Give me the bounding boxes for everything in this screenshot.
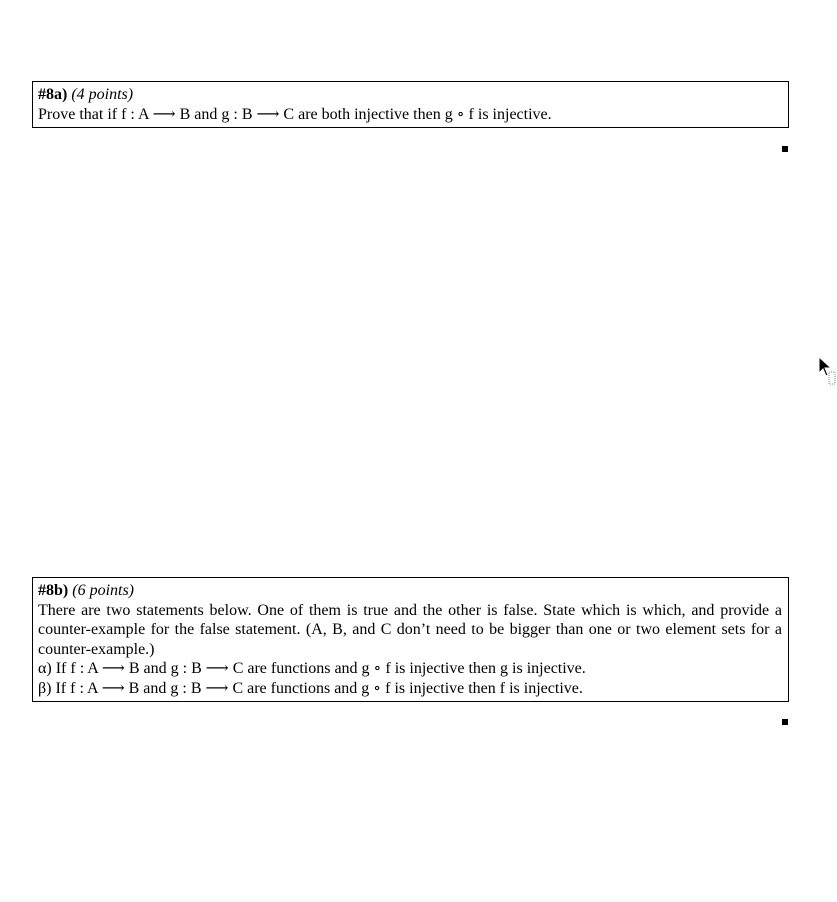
problem-8a-label: #8a) bbox=[38, 86, 68, 103]
qed-square-icon bbox=[782, 719, 788, 725]
problem-8b-header bbox=[38, 581, 782, 601]
problem-8b-alpha: α) If f : A ⟶ B and g : B ⟶ C are functions and g ∘ f is injective then g is injective. bbox=[38, 660, 586, 677]
problem-8a-box bbox=[32, 81, 789, 128]
mouse-cursor-icon bbox=[818, 356, 836, 386]
qed-square-icon bbox=[782, 146, 788, 152]
problem-8b-box bbox=[32, 577, 789, 702]
problem-8a-points: (4 points) bbox=[71, 86, 134, 103]
problem-8a-statement: Prove that if f : A ⟶ B and g : B ⟶ C are both injective then g ∘ f is injective. bbox=[38, 105, 552, 123]
problem-8b-label: #8b) bbox=[38, 582, 69, 599]
problem-8b-points: (6 points) bbox=[72, 582, 135, 599]
problem-8b-beta: β) If f : A ⟶ B and g : B ⟶ C are functions and g ∘ f is injective then f is injective. bbox=[38, 679, 583, 697]
problem-8a-header bbox=[38, 85, 782, 105]
problem-8b-intro: There are two statements below. One of them is true and the other is false. State which is which, and provide a counter-example for the false statement. (A, B, and C don’t need to be bigger than one or two element sets for a counter-example.) bbox=[38, 601, 782, 658]
